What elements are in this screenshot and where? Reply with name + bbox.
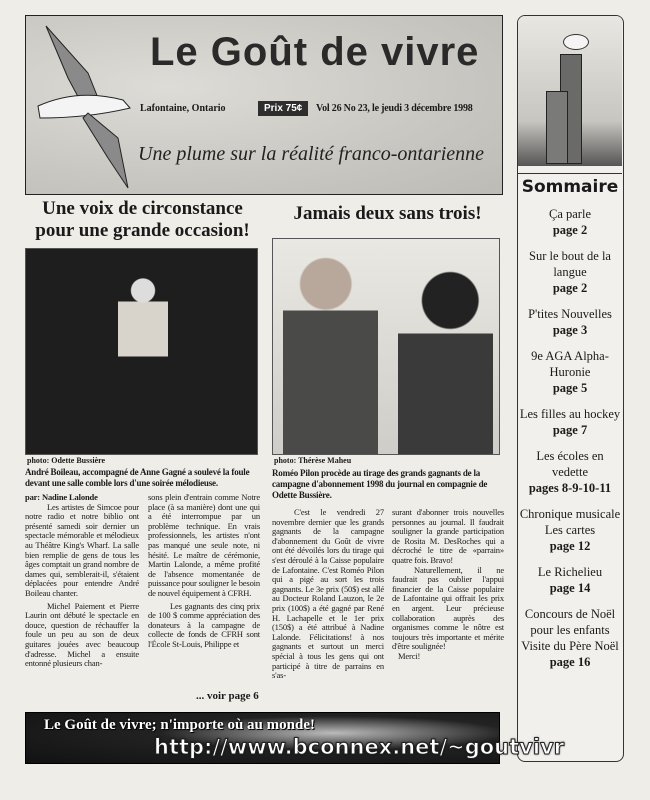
contents-item-page: pages 8-9-10-11 (528, 481, 612, 495)
contents-item[interactable] (518, 606, 622, 670)
contents-item[interactable] (518, 206, 622, 238)
story2-headline: Jamais deux sans trois! (293, 203, 482, 224)
contents-item-label: P'tites Nouvelles (528, 307, 612, 321)
contents-item-page: page 3 (552, 323, 588, 337)
story1-credit: photo: Odette Bussière (27, 456, 106, 465)
contents-item[interactable] (518, 306, 622, 338)
contents-item-label: Les filles au hockey (519, 407, 621, 421)
contents-item-label: Chronique musicale Les cartes (519, 507, 621, 537)
price-badge: Prix 75¢ (258, 101, 308, 116)
contents-item[interactable] (518, 448, 622, 496)
continued-link[interactable]: ... voir page 6 (196, 690, 259, 702)
contents-item-page: page 16 (549, 655, 591, 669)
story2-credit: photo: Thérèse Maheu (274, 456, 352, 465)
contents-item-page: page 5 (552, 381, 588, 395)
contents-item-page: page 2 (552, 281, 588, 295)
banner-url[interactable]: http://www.bconnex.net/~goutvivr (154, 735, 565, 759)
byline: par: Nadine Lalonde (25, 492, 98, 502)
seagull-icon (28, 18, 138, 193)
contents-item-label: 9e AGA Alpha-Huronie (531, 349, 609, 379)
contents-item-label: Sur le bout de la langue (529, 249, 611, 279)
contents-item[interactable] (518, 248, 622, 296)
sidebar-contents (517, 15, 624, 762)
story2-caption: Roméo Pilon procède au tirage des grands gagnants de la campagne d'abonnement 1998 du journal en compagnie de Odette Bussière. (272, 468, 488, 500)
story1-caption: André Boileau, accompagné de Anne Gagné a soulevé la foule devant une salle comble lors d'une soirée mélodieuse. (25, 467, 250, 488)
sidebar-title: Sommaire (518, 173, 622, 197)
issue-info: Vol 26 No 23, le jeudi 3 décembre 1998 (316, 103, 473, 114)
contents-item-page: page 14 (549, 581, 591, 595)
banner-tagline: Le Goût de vivre; n'importe où au monde! (44, 717, 315, 733)
pier-post-image (518, 16, 622, 166)
newspaper-title: Le Goût de vivre (150, 30, 480, 74)
contents-item[interactable] (518, 348, 622, 396)
story2-col2: surant d'abonner trois nouvelles personnes au journal. Il faudrait souligner la grande participation de Rosita M. DesRoches qui a décroché le titre de «parrain» quatre fois. Bravo! Naturellement, il ne faudrait pas oublier l'appui financier de la Caisse populaire de Lafontaine qui offrait les prix en argent. Leur précieuse collaboration auprès des organismes comme le nôtre est toujours très importante et mérite d'être soulignée! Merci! (392, 507, 504, 661)
contents-item-page: page 12 (549, 539, 591, 553)
story1-photo (25, 248, 258, 455)
contents-item[interactable] (518, 564, 622, 596)
story2-photo (272, 238, 500, 455)
story1-col2: sons plein d'entrain comme Notre place (à sa manière) dont une qui a été interrompue par un problème technique. En vrais professionnels, les artistes n'ont pas manqué une seule note, ni hésité. Le maître de cérémonie, Martin Lalonde, a même profité de l'absence momentanée de puissance pour souligner le besoin de nouvel équipement à CFRH. Les gagnants des cinq prix de 100 $ comme appréciation des donateurs à la campagne de collecte de fonds de CFRH sont l'École St-Louis, Philippe et (148, 492, 260, 649)
contents-item-label: Concours de Noël pour les enfants Visite du Père Noël (521, 607, 619, 653)
contents-item-label: Les écoles en vedette (536, 449, 604, 479)
location: Lafontaine, Ontario (140, 103, 226, 114)
signoff: Merci! (398, 650, 421, 661)
story1-headline: Une voix de circonstance pour une grande occasion! (35, 198, 250, 241)
slogan: Une plume sur la réalité franco-ontarienne (138, 143, 485, 165)
contents-item[interactable] (518, 506, 622, 554)
contents-item[interactable] (518, 406, 622, 438)
website-banner (25, 712, 565, 764)
story1-col1: par: Nadine Lalonde Les artistes de Simcoe pour notre radio et notre biblio ont présenté samedi soir dernier un spectacle mémorable et mélodieux au Théâtre King's Wharf. La salle bien remplie de gens de tous les âges comptait un grand nombre de dames qui, semblerait-il, s'étaient déplacées pour entendre André Boileau chanter. Michel Paiement et Pierre Laurin ont débuté le spectacle en douce, question de réchauffer la foule un peu au son de deux guitares jouées avec beaucoup d'adresse. Michel a ensuite entonné plusieurs chan- (25, 492, 139, 669)
contents-item-page: page 2 (552, 223, 588, 237)
contents-list (518, 206, 622, 680)
contents-item-page: page 7 (552, 423, 588, 437)
contents-item-label: Le Richelieu (537, 565, 603, 579)
contents-item-label: Ça parle (549, 207, 591, 221)
story2-col1: C'est le vendredi 27 novembre dernier que les grands gagnants de la campagne d'abonnement du Goût de vivre ont été dévoilés lors du tirage qui s'est déroulé à la Caisse populaire de Lafontaine. C'est Roméo Pilon qui a pigé au sort les trois gagnants. Le 3e prix (50$) est allé au Docteur Roland Lauzon, le 2e prix (100$) a été gagné par René H. Lachapelle et le 1er prix (150$) a été attribué à Nadine Lalonde. Félicitations! à nos gagnants et surtout un merci spécial à tous les gens qui ont participé à titre de parrains en s'as- (272, 507, 384, 681)
